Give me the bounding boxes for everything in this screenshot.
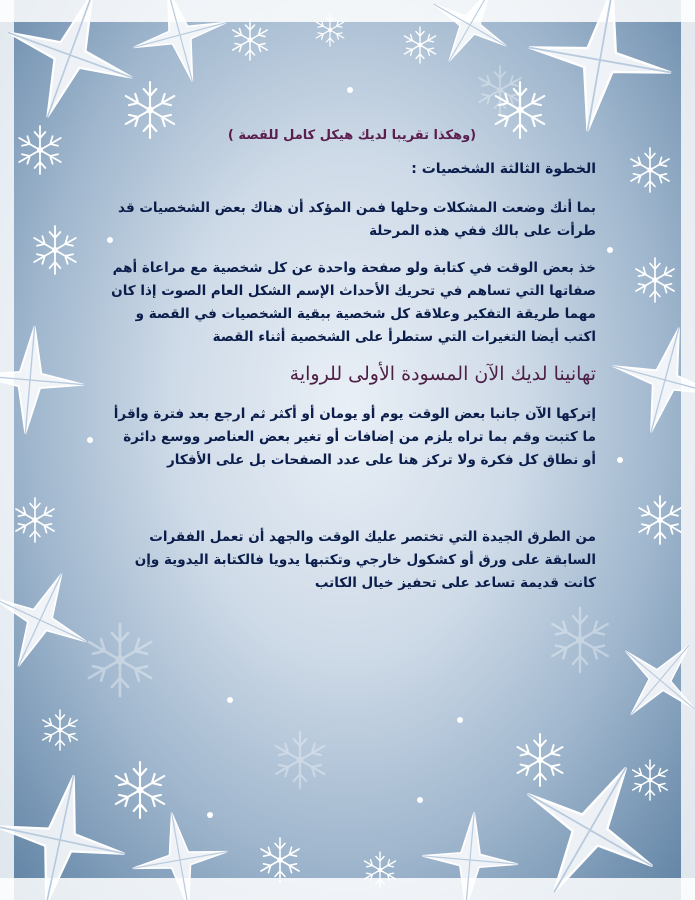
congrats-title: تهانينا لديك الآن المسودة الأولى للرواية xyxy=(289,363,596,385)
paragraph-4: من الطرق الجيدة التي تختصر عليك الوقت والجهد أن تعمل الفقرات السابقة على ورق أو كشكول خارجي وتكتبها يدويا فالكتابة اليدوية وإن كانت قديمة تساعد على تحفيز خيال الكاتب xyxy=(134,529,596,591)
intro-line: (وهكذا تقريبا لديك هيكل كامل للقصة ) xyxy=(227,128,477,143)
step-heading: الخطوة الثالثة الشخصيات : xyxy=(411,161,596,177)
paragraph-3: إتركها الآن جانبا بعض الوقت يوم أو يومان أو أكثر ثم ارجع بعد فترة واقرأ ما كتبت وقم بما تراه يلزم من إضافات أو تغير بعض العناصر ووسع دائرة أو نطاق كل فكرة ولا تركز هنا على عدد الصفحات بل على الأفكار xyxy=(113,406,596,468)
paragraph-2: خذ بعض الوقت في كتابة ولو صفحة واحدة عن كل شخصية مع مراعاة أهم صفاتها التي تساهم في تحريك الأحداث الإسم الشكل العام الصوت إذا كان مهما طريقة التفكير وعلاقة كل شخصية ببقية الشخصيات في القصة و اكتب أيضا التغيرات التي ستطرأ على الشخصية أثناء القصة xyxy=(111,260,596,345)
spacer xyxy=(108,486,596,526)
paragraph-1: بما أنك وضعت المشكلات وحلها فمن المؤكد أن هناك بعض الشخصيات قد طرأت على بالك ففي هذه المرحلة xyxy=(118,200,596,239)
document-content xyxy=(108,128,596,609)
